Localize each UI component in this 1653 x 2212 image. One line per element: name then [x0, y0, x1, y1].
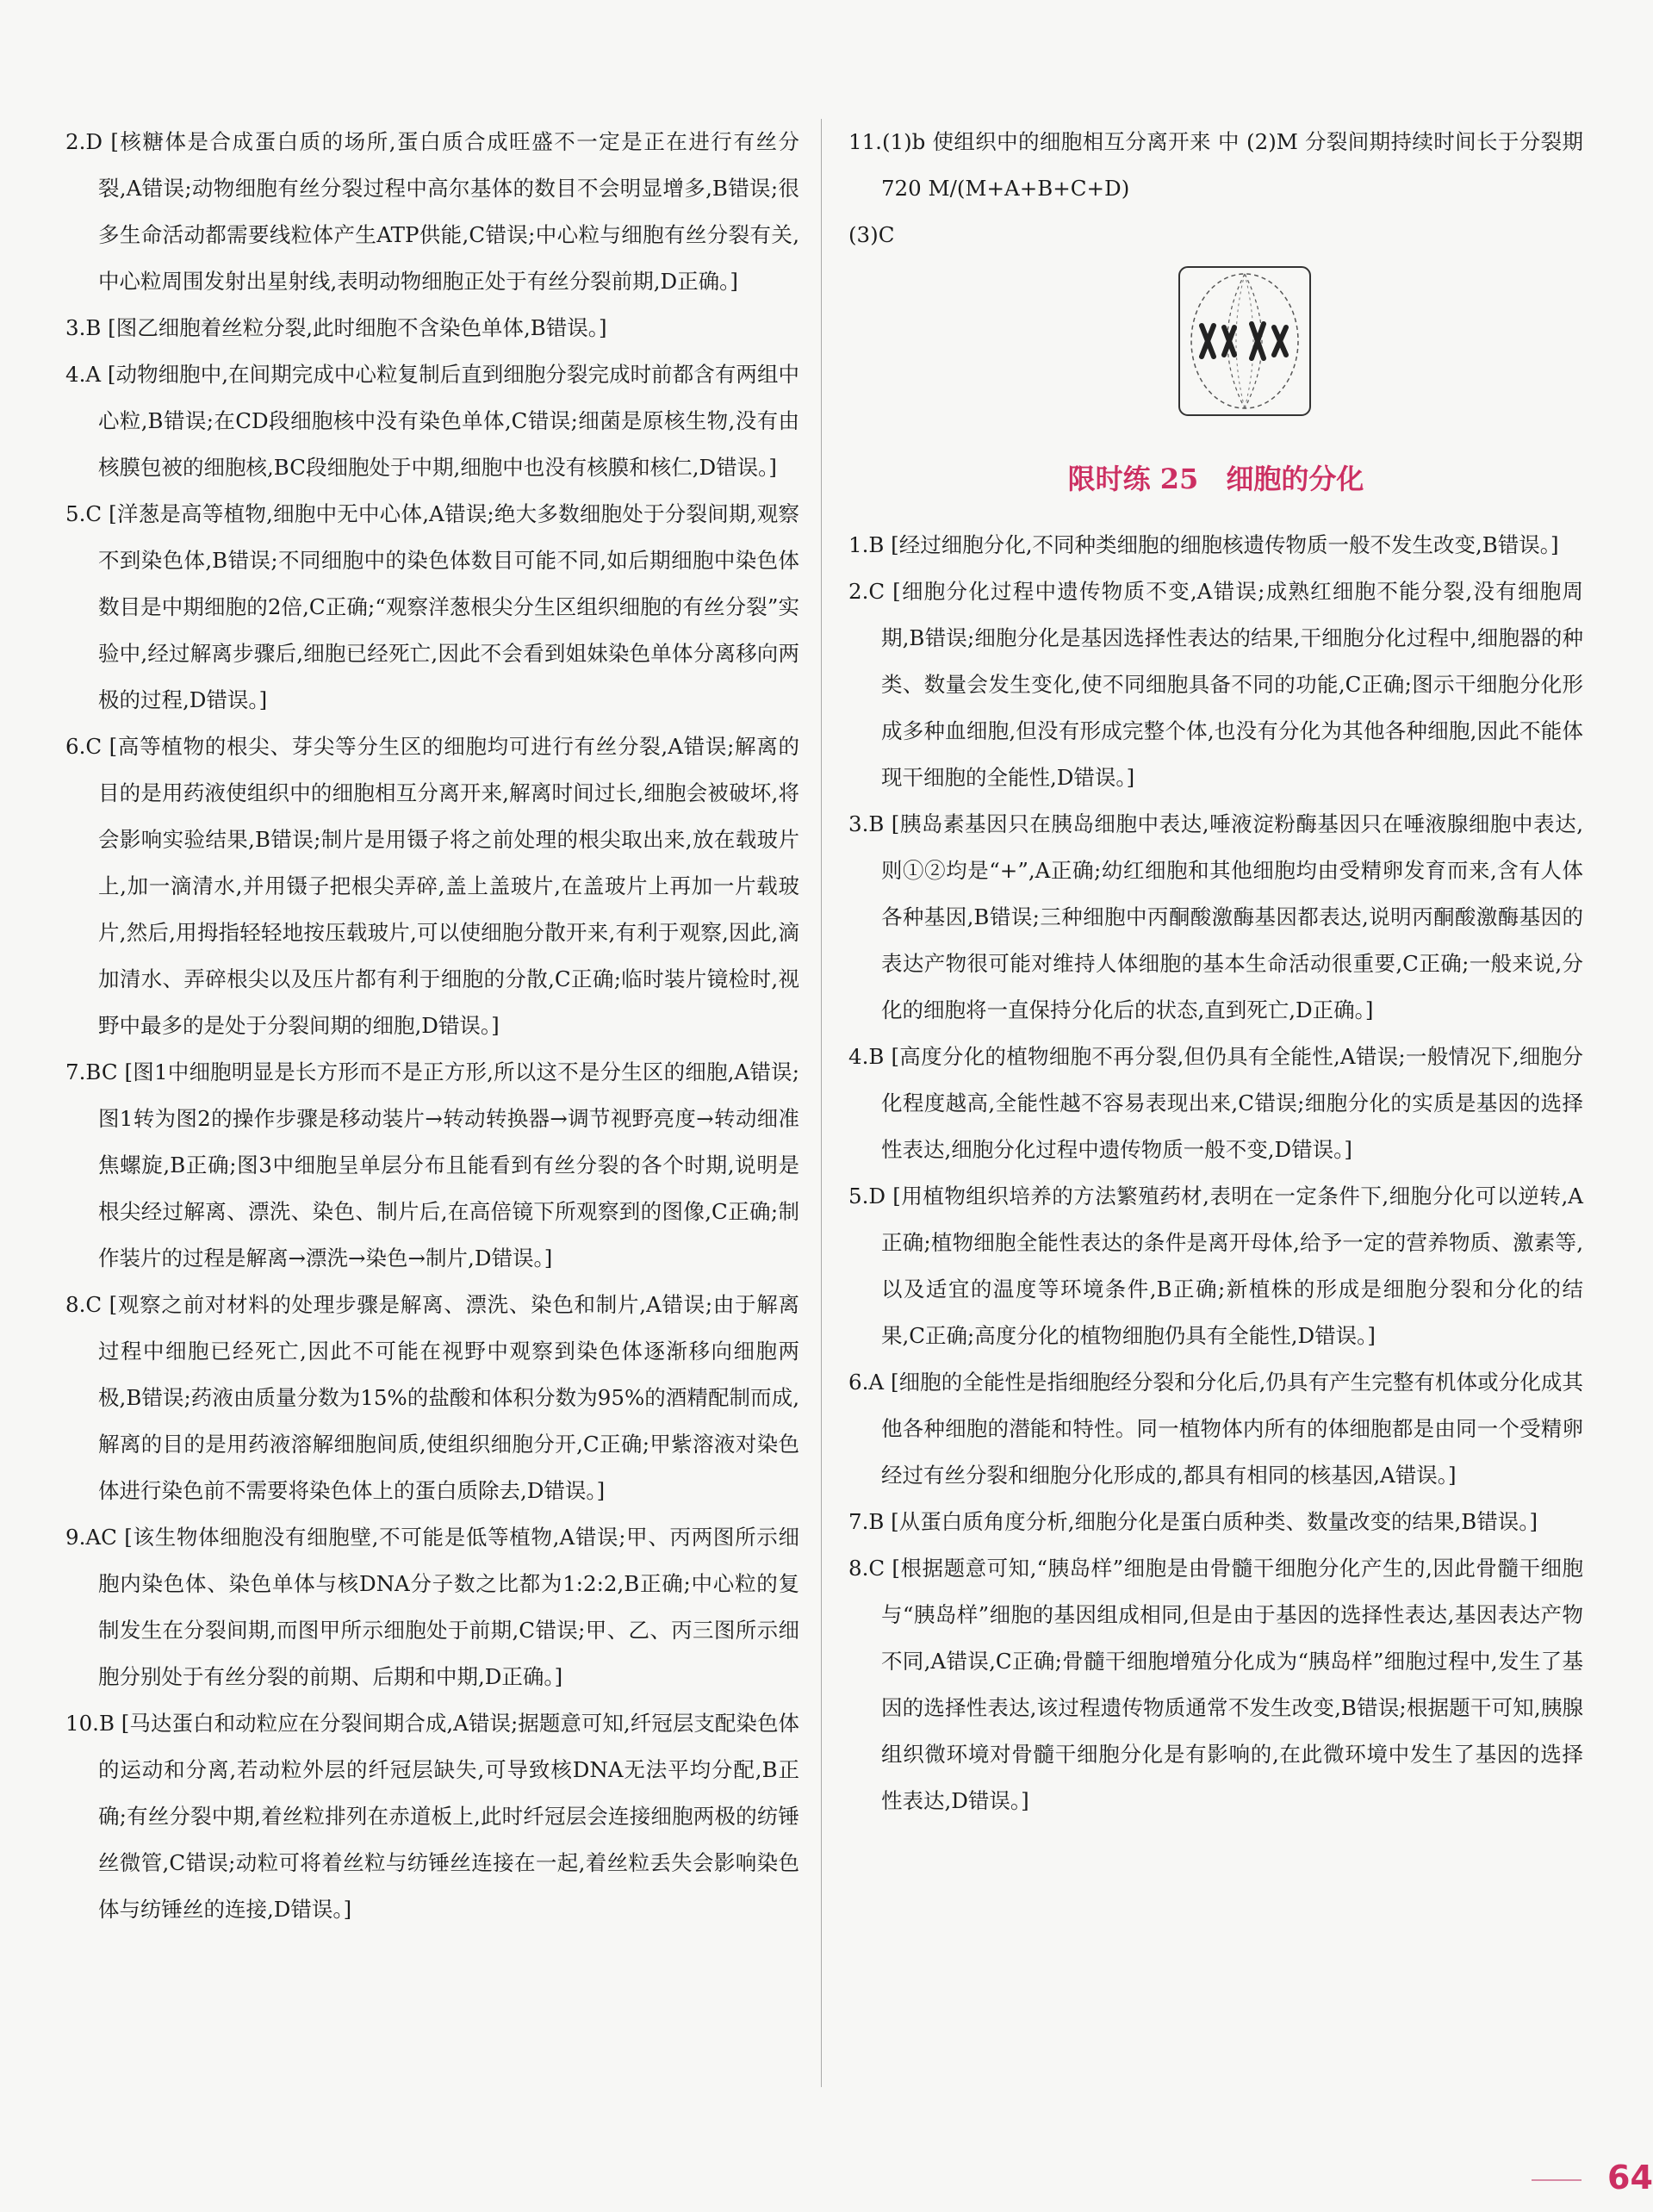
column-divider	[821, 119, 822, 2087]
right-column	[848, 119, 1583, 1824]
answer-r1: 1.B [经过细胞分化,不同种类细胞的细胞核遗传物质一般不发生改变,B错误。]	[848, 532, 1559, 557]
answer-r7: 7.B [从蛋白质角度分析,细胞分化是蛋白质种类、数量改变的结果,B错误。]	[848, 1509, 1538, 1534]
answer-3: 3.B [图乙细胞着丝粒分裂,此时细胞不含染色单体,B错误。]	[65, 315, 607, 340]
spindle-chromosome-diagram	[1176, 264, 1314, 419]
left-column	[65, 119, 799, 1933]
answer-8: 8.C [观察之前对材料的处理步骤是解离、漂洗、染色和制片,A错误;由于解离过程中细胞已经死亡,因此不可能在视野中观察到染色体逐渐移向细胞两极,B错误;药液由质量分数为15%的盐酸和体积分数为95%的酒精配制而成,解离的目的是用药液溶解细胞间质,使组织细胞分开,C正确;甲紫溶液对染色体进行染色前不需要将染色体上的蛋白质除去,D错误。]	[65, 1292, 799, 1503]
answer-9: 9.AC [该生物体细胞没有细胞壁,不可能是低等植物,A错误;甲、丙两图所示细胞内染色体、染色单体与核DNA分子数之比都为1:2:2,B正确;中心粒的复制发生在分裂间期,而图甲所示细胞处于前期,C错误;甲、乙、丙三图所示细胞分别处于有丝分裂的前期、后期和中期,D正确。]	[65, 1525, 799, 1689]
answer-r4: 4.B [高度分化的植物细胞不再分裂,但仍具有全能性,A错误;一般情况下,细胞分化程度越高,全能性越不容易表现出来,C错误;细胞分化的实质是基因的选择性表达,细胞分化过程中遗传物质一般不变,D错误。]	[848, 1044, 1583, 1162]
section-prefix: 限时练 25	[1067, 463, 1199, 495]
answer-r3: 3.B [胰岛素基因只在胰岛细胞中表达,唾液淀粉酶基因只在唾液腺细胞中表达,则①②均是“+”,A正确;幼红细胞和其他细胞均由受精卵发育而来,含有人体各种基因,B错误;三种细胞中丙酮酸激酶基因都表达,说明丙酮酸激酶基因的表达产物很可能对维持人体细胞的基本生命活动很重要,C正确;一般来说,分化的细胞将一直保持分化后的状态,直到死亡,D正确。]	[848, 811, 1583, 1022]
answer-5: 5.C [洋葱是高等植物,细胞中无中心体,A错误;绝大多数细胞处于分裂间期,观察不到染色体,B错误;不同细胞中的染色体数目可能不同,如后期细胞中染色体数目是中期细胞的2倍,C正确;“观察洋葱根尖分生区组织细胞的有丝分裂”实验中,经过解离步骤后,细胞已经死亡,因此不会看到姐妹染色单体分离移向两极的过程,D错误。]	[65, 501, 799, 712]
answer-2: 2.D [核糖体是合成蛋白质的场所,蛋白质合成旺盛不一定是正在进行有丝分裂,A错误;动物细胞有丝分裂过程中高尔基体的数目不会明显增多,B错误;很多生命活动都需要线粒体产生ATP供能,C错误;中心粒与细胞有丝分裂有关,中心粒周围发射出星射线,表明动物细胞正处于有丝分裂前期,D正确。]	[65, 129, 799, 294]
answer-r5: 5.D [用植物组织培养的方法繁殖药材,表明在一定条件下,细胞分化可以逆转,A正确;植物细胞全能性表达的条件是离开母体,给予一定的营养物质、激素等,以及适宜的温度等环境条件,B正确;新植株的形成是细胞分裂和分化的结果,C正确;高度分化的植物细胞仍具有全能性,D错误。]	[848, 1184, 1583, 1348]
answer-7: 7.BC [图1中细胞明显是长方形而不是正方形,所以这不是分生区的细胞,A错误;图1转为图2的操作步骤是移动装片→转动转换器→调节视野亮度→转动细准焦螺旋,B正确;图3中细胞呈单层分布且能看到有丝分裂的各个时期,说明是根尖经过解离、漂洗、染色、制片后,在高倍镜下所观察到的图像,C正确;制作装片的过程是解离→漂洗→染色→制片,D错误。]	[65, 1059, 799, 1271]
answer-r6: 6.A [细胞的全能性是指细胞经分裂和分化后,仍具有产生完整有机体或分化成其他各种细胞的潜能和特性。同一植物体内所有的体细胞都是由同一个受精卵经过有丝分裂和细胞分化形成的,都具有相同的核基因,A错误。]	[848, 1370, 1583, 1488]
answer-6: 6.C [高等植物的根尖、芽尖等分生区的细胞均可进行有丝分裂,A错误;解离的目的是用药液使组织中的细胞相互分离开来,解离时间过长,细胞会被破坏,将会影响实验结果,B错误;制片是用镊子将之前处理的根尖取出来,放在载玻片上,加一滴清水,并用镊子把根尖弄碎,盖上盖玻片,在盖玻片上再加一片载玻片,然后,用拇指轻轻地按压载玻片,可以使细胞分散开来,有利于观察,因此,滴加清水、弄碎根尖以及压片都有利于细胞的分散,C正确;临时装片镜检时,视野中最多的是处于分裂间期的细胞,D错误。]	[65, 734, 799, 1038]
page-number-dash	[1532, 2179, 1582, 2181]
answer-10: 10.B [马达蛋白和动粒应在分裂间期合成,A错误;据题意可知,纤冠层支配染色体的运动和分离,若动粒外层的纤冠层缺失,可导致核DNA无法平均分配,B正确;有丝分裂中期,着丝粒排列在赤道板上,此时纤冠层会连接细胞两极的纺锤丝微管,C错误;动粒可将着丝粒与纺锤丝连接在一起,着丝粒丢失会影响染色体与纺锤丝的连接,D错误。]	[65, 1711, 799, 1922]
answer-r2: 2.C [细胞分化过程中遗传物质不变,A错误;成熟红细胞不能分裂,没有细胞周期,B错误;细胞分化是基因选择性表达的结果,干细胞分化过程中,细胞器的种类、数量会发生变化,使不同细胞具备不同的功能,C正确;图示干细胞分化形成多种血细胞,但没有形成完整个体,也没有分化为其他各种细胞,因此不能体现干细胞的全能性,D错误。]	[848, 579, 1583, 790]
section-title: 细胞的分化	[1226, 463, 1364, 495]
answer-r8: 8.C [根据题意可知,“胰岛样”细胞是由骨髓干细胞分化产生的,因此骨髓干细胞与“胰岛样”细胞的基因组成相同,但是由于基因的选择性表达,基因表达产物不同,A错误,C正确;骨髓干细胞增殖分化成为“胰岛样”细胞过程中,发生了基因的选择性表达,该过程遗传物质通常不发生改变,B错误;根据题干可知,胰腺组织微环境对骨髓干细胞分化是有影响的,在此微环境中发生了基因的选择性表达,D错误。]	[848, 1556, 1583, 1813]
answer-11-part3: (3)C	[848, 222, 895, 247]
page-number: 64	[1607, 2159, 1653, 2196]
answer-4: 4.A [动物细胞中,在间期完成中心粒复制后直到细胞分裂完成时前都含有两组中心粒,B错误;在CD段细胞核中没有染色单体,C错误;细菌是原核生物,没有由核膜包被的细胞核,BC段细胞处于中期,细胞中也没有核膜和核仁,D错误。]	[65, 362, 799, 480]
section-heading	[848, 436, 1583, 522]
answer-11: 11.(1)b 使组织中的细胞相互分离开来 中 (2)M 分裂间期持续时间长于分裂期 720 M/(M+A+B+C+D)	[848, 129, 1583, 201]
